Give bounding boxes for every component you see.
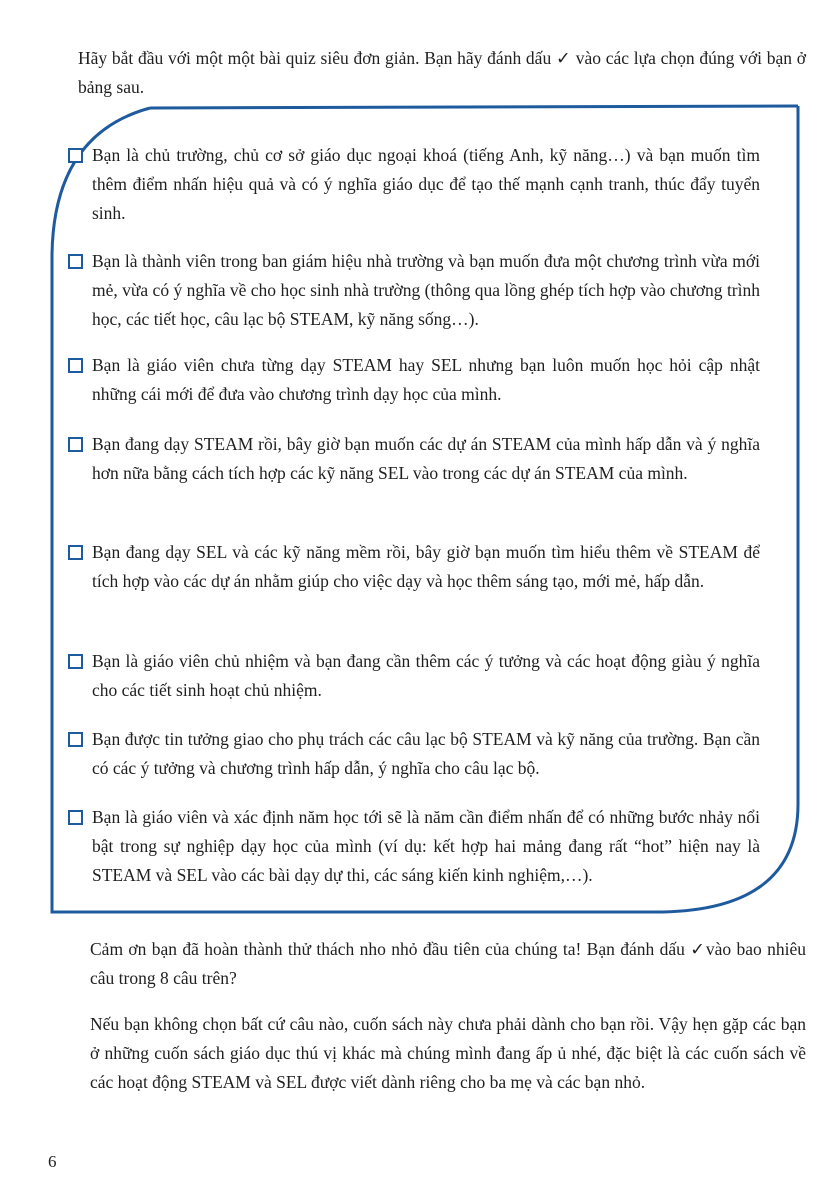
quiz-item-text: Bạn được tin tưởng giao cho phụ trách các câu lạc bộ STEAM và kỹ năng của trường. Bạn cần có các ý tưởng và chương trình hấp dẫn, ý nghĩa cho câu lạc bộ. [92, 729, 760, 778]
checkbox-1[interactable] [68, 148, 83, 163]
quiz-item [92, 647, 760, 705]
intro-paragraph: Hãy bắt đầu với một một bài quiz siêu đơn giản. Bạn hãy đánh dấu ✓ vào các lựa chọn đúng với bạn ở bảng sau. [78, 48, 806, 97]
quiz-item-text: Bạn đang dạy SEL và các kỹ năng mềm rồi, bây giờ bạn muốn tìm hiểu thêm về STEAM để tích hợp vào các dự án nhằm giúp cho việc dạy và học thêm sáng tạo, mới mẻ, hấp dẫn. [92, 542, 760, 591]
checkbox-2[interactable] [68, 254, 83, 269]
page-number: 6 [48, 1152, 57, 1171]
quiz-item-text: Bạn là giáo viên và xác định năm học tới sẽ là năm cần điểm nhấn để có những bước nhảy nổi bật trong sự nghiệp dạy học của mình (ví dụ: kết hợp hai mảng đang rất “hot” hiện nay là STEAM và SEL vào các bài dạy dự thi, các sáng kiến kinh nghiệm,…). [92, 807, 760, 885]
quiz-item [92, 351, 760, 409]
quiz-item [92, 538, 760, 596]
quiz-item-text: Bạn đang dạy STEAM rồi, bây giờ bạn muốn các dự án STEAM của mình hấp dẫn và ý nghĩa hơn nữa bằng cách tích hợp các kỹ năng SEL vào trong các dự án STEAM của mình. [92, 434, 760, 483]
closing-paragraph: Nếu bạn không chọn bất cứ câu nào, cuốn sách này chưa phải dành cho bạn rồi. Vậy hẹn gặp các bạn ở những cuốn sách giáo dục thú vị khác mà chúng mình đang ấp ủ nhé, đặc biệt là các cuốn sách về các hoạt động STEAM và SEL được viết dành riêng cho ba mẹ và các bạn nhỏ. [90, 1014, 806, 1092]
quiz-item-text: Bạn là giáo viên chưa từng dạy STEAM hay SEL nhưng bạn luôn muốn học hỏi cập nhật những cái mới để đưa vào chương trình dạy học của mình. [92, 355, 760, 404]
checkbox-6[interactable] [68, 654, 83, 669]
quiz-item [92, 141, 760, 228]
checkbox-8[interactable] [68, 810, 83, 825]
checkbox-4[interactable] [68, 437, 83, 452]
checkbox-7[interactable] [68, 732, 83, 747]
quiz-item-text: Bạn là chủ trường, chủ cơ sở giáo dục ngoại khoá (tiếng Anh, kỹ năng…) và bạn muốn tìm thêm điểm nhấn hiệu quả và có ý nghĩa giáo dục để tạo thế mạnh cạnh tranh, thúc đẩy tuyển sinh. [92, 145, 760, 223]
quiz-item-text: Bạn là thành viên trong ban giám hiệu nhà trường và bạn muốn đưa một chương trình vừa mới mẻ, vừa có ý nghĩa về cho học sinh nhà trường (thông qua lồng ghép tích hợp vào chương trình học, các tiết học, câu lạc bộ STEAM, kỹ năng sống…). [92, 251, 760, 329]
quiz-item [92, 725, 760, 783]
thank-you-paragraph: Cảm ơn bạn đã hoàn thành thử thách nho nhỏ đầu tiên của chúng ta! Bạn đánh dấu ✓vào bao nhiêu câu trong 8 câu trên? [90, 939, 806, 988]
quiz-item-text: Bạn là giáo viên chủ nhiệm và bạn đang cần thêm các ý tưởng và các hoạt động giàu ý nghĩa cho các tiết sinh hoạt chủ nhiệm. [92, 651, 760, 700]
quiz-item [92, 247, 760, 334]
quiz-item [92, 430, 760, 488]
checkbox-5[interactable] [68, 545, 83, 560]
quiz-item [92, 803, 760, 890]
checkbox-3[interactable] [68, 358, 83, 373]
